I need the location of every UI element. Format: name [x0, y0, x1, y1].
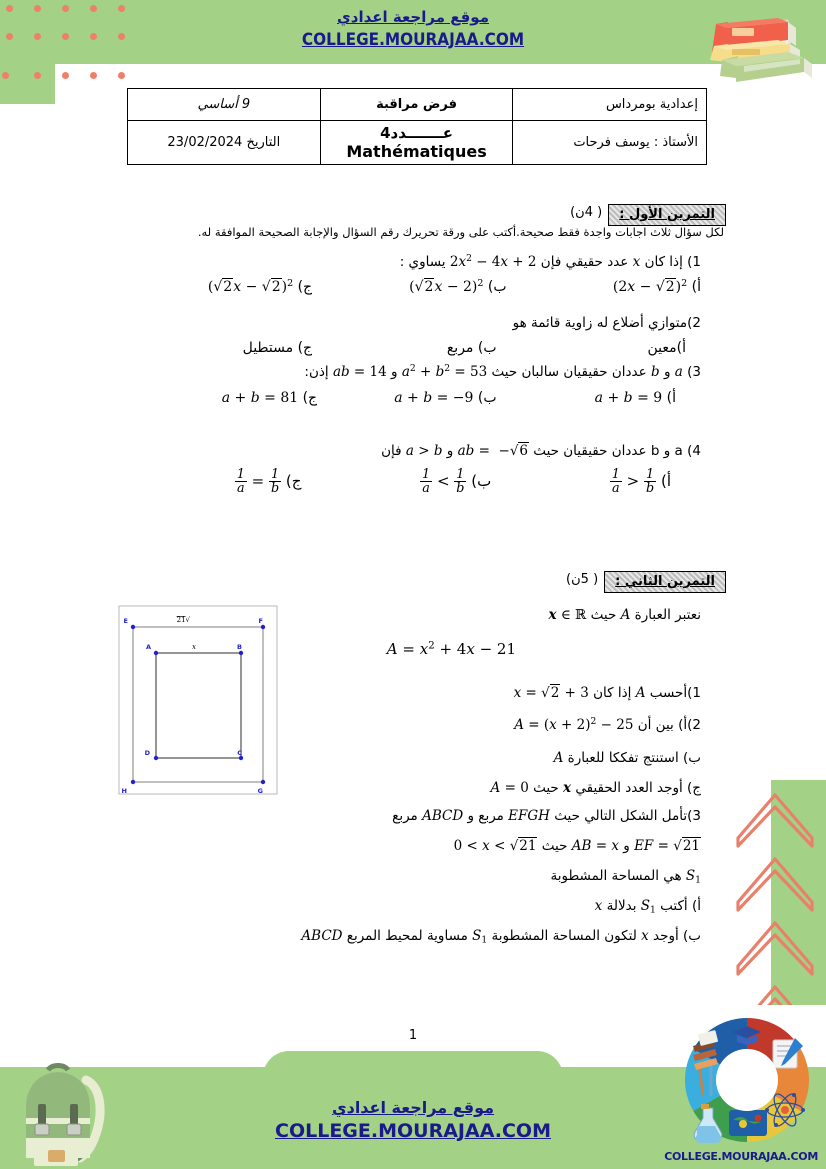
q3-option-c-label: ج): [302, 390, 318, 406]
exercise1-badge: التمرين الأول :: [608, 204, 726, 226]
q2-option-b-value: مربع: [446, 340, 474, 356]
q2-option-a: [501, 340, 686, 356]
q3-option-c-value: a + b = 81: [221, 390, 299, 406]
e2-q2-label: أ): [678, 717, 688, 734]
footer-logo-url: COLLEGE.MOURAJAA.COM: [664, 1150, 818, 1163]
exercise2-badge: التمرين الثاني :: [604, 571, 726, 593]
exercise2-item-2c: ج) أوجد العدد الحقيقي x حيث A = 0: [490, 780, 701, 796]
exercise2-item-3-cond: EF = √21 و AB = x حيث 0 < x < √21: [453, 838, 700, 854]
q4-option-a: [496, 468, 671, 496]
exercise1-question-1: [400, 253, 701, 270]
q3-option-c: [222, 390, 317, 406]
cell-school: إعدادية بومرداس: [513, 89, 707, 121]
e2-2c-label: ج): [687, 780, 701, 796]
figure-vertex-C: C: [237, 749, 242, 757]
q1-option-b-label: ب): [487, 279, 507, 296]
q2-number: 2): [687, 315, 701, 331]
q2-option-a-value: معين: [647, 340, 677, 356]
figure-vertex-G: G: [257, 787, 263, 795]
figure-vertex-H: H: [121, 787, 127, 795]
q4-number: 4): [687, 443, 701, 459]
q2-option-a-label: أ): [676, 340, 686, 356]
q2-option-c: [243, 340, 312, 356]
cell-exam-subject: [320, 121, 513, 165]
cell-teacher: الأستاذ : يوسف فرحات: [513, 121, 707, 165]
e2-q2-number: 2): [687, 717, 701, 734]
q2-text: متوازي أضلاع له زاوية قائمة هو: [512, 315, 688, 331]
q1-option-c-value: $(√2x - √2)^2$: [207, 278, 294, 296]
exercise2-item-3b: ب) أوجد x لتكون المساحة المشطوبة $S_1$ مساوية لمحيط المربع ABCD: [301, 928, 701, 946]
exercise2-item-3: 3)تأمل الشكل التالي حيث EFGH مربع و ABCD مربع: [392, 808, 701, 824]
cell-class-level: 9 أساسي: [128, 89, 321, 121]
q1-number: 1): [687, 254, 701, 271]
cell-date: التاريخ 23/02/2024: [128, 121, 321, 165]
e2-3b-label: ب): [683, 928, 701, 944]
figure-vertex-A: A: [145, 643, 151, 651]
q3-option-b-label: ب): [477, 390, 497, 406]
exercise1-instruction: لكل سؤال ثلاث اجابات واجدة فقط صحيحة.أكتب على ورقة تحريرك رقم السؤال والإجابة الصحيحة الموافقة له.: [197, 225, 724, 239]
table-row: [128, 89, 707, 121]
q1-option-b-value: $(√2x - 2)^2$: [409, 278, 484, 296]
q2-option-c-value: مستطيل: [242, 340, 294, 356]
footer-pill-shape: [263, 1051, 563, 1097]
exercise1-question-3: 3) a و b عددان حقيقيان سالبان حيث $a^2 + b^2 = 53$ و ab = 14 إذن:: [304, 363, 701, 381]
q3-number: 3): [687, 364, 701, 381]
q4-option-b-value: $\frac{1}{a}$ < $\frac{1}{b}$: [422, 467, 465, 497]
q1-option-a-label: أ): [691, 279, 701, 296]
e2-3a-label: أ): [691, 898, 701, 914]
exercise1-q4-options: [71, 468, 671, 496]
exam-header-table: [127, 88, 707, 165]
q4-option-c: [235, 468, 302, 496]
figure-inner-label: x: [192, 643, 196, 651]
exercise1-heading: [570, 203, 726, 226]
page-number: 1: [408, 1028, 418, 1043]
q1-var: x: [632, 254, 641, 271]
q4-option-c-label: ج): [285, 471, 302, 490]
exercise2-item-2a: 2)أ) بين أن $A = (x + 2)^2 - 25$: [514, 716, 701, 734]
chevron-icon-1: [738, 795, 812, 846]
exercise2-item-3a: أ) أكتب $S_1$ بدلالة x: [594, 898, 701, 916]
exercise1-q2-options: [86, 340, 686, 356]
table-row: [128, 121, 707, 165]
e2-2b-label: ب): [683, 750, 701, 766]
exercise1-points: ( 4ن): [570, 205, 603, 220]
q2-option-b-label: ب): [477, 340, 497, 356]
figure-vertex-F: F: [258, 617, 263, 625]
geometry-figure-nested-squares: [118, 605, 278, 795]
q2-option-c-label: ج): [297, 340, 313, 356]
q1-option-a: [511, 278, 701, 295]
exercise2-intro: نعتبر العبارة A حيث x ∈ ℝ: [548, 607, 701, 623]
q1-text-before: إذا كان: [644, 254, 683, 271]
e2-q1-number: 1): [687, 685, 701, 701]
figure-vertex-E: E: [123, 617, 128, 625]
exercise2-heading: [566, 570, 726, 593]
q1-option-c-label: ج): [297, 279, 313, 296]
q4-option-a-value: $\frac{1}{a}$ > $\frac{1}{b}$: [611, 467, 655, 497]
q1-option-c: [208, 278, 312, 295]
q3-option-b-value: a + b = −9: [394, 390, 474, 406]
chevron-decoration-group: [700, 780, 826, 1005]
q3-option-a-value: a + b = 9: [594, 390, 663, 406]
exercise2-item-2b: ب) استنتج تفككا للعبارة A: [553, 750, 701, 766]
q1-expression: $2x^2 - 4x + 2$: [449, 253, 537, 271]
exam-number: عـــــــدد4: [380, 124, 454, 142]
exercise1-question-4: 4) a و b عددان حقيقيان حيث ab = −√6 و a > b فإن: [381, 443, 701, 459]
q4-option-b: [306, 468, 491, 496]
exercise2-item-3-area: $S_1$ هي المساحة المشطوبة: [550, 868, 701, 886]
exercise2-expression: $A = x^2 + 4x - 21$: [386, 640, 516, 658]
q3-option-b: [322, 390, 497, 406]
exercise2-item-1: 1)أحسب A إذا كان x = √2 + 3: [513, 685, 701, 701]
figure-outer-label: √21: [176, 616, 190, 624]
q2-option-b: [317, 340, 497, 356]
footer-title-ar: موقع مراجعة اعدادي: [331, 1098, 495, 1117]
chevron-icon-3: [738, 923, 812, 974]
exercise2-points: ( 5ن): [566, 572, 599, 587]
education-wheel-logo: [672, 1005, 822, 1155]
q1-option-a-value: $(2x - √2)^2$: [612, 278, 688, 296]
exercise1-q3-options: [76, 390, 676, 406]
q4-option-b-label: ب): [471, 471, 492, 490]
exercise1-question-2: [513, 315, 701, 331]
q3-option-a-label: أ): [666, 390, 676, 406]
q1-text-mid: عدد حقيقي فإن: [540, 254, 629, 271]
figure-vertex-D: D: [144, 749, 150, 757]
header-left-tab: [0, 64, 55, 104]
q3-option-a: [501, 390, 676, 406]
site-url-top: COLLEGE.MOURAJAA.COM: [301, 30, 525, 50]
q1-text-after: يساوي :: [399, 254, 446, 271]
books-stack-icon: [692, 2, 812, 90]
footer-url: COLLEGE.MOURAJAA.COM: [275, 1120, 551, 1142]
backpack-icon: [8, 1062, 113, 1167]
q4-option-a-label: أ): [660, 471, 671, 490]
exam-subject: Mathématiques: [346, 142, 487, 161]
chevron-icon-4: [738, 987, 812, 1005]
e2-q3-number: 3): [687, 808, 701, 824]
chevron-icon-2: [738, 859, 812, 910]
q1-option-b: [317, 278, 507, 295]
globe-icon: [729, 1110, 767, 1136]
site-title-ar: موقع مراجعة اعدادي: [337, 8, 489, 26]
q4-option-c-value: $\frac{1}{a}$ = $\frac{1}{b}$: [236, 467, 280, 497]
figure-vertex-B: B: [237, 643, 242, 651]
exercise1-q1-options: [101, 278, 701, 295]
cell-exam-title: فرض مراقبة: [320, 89, 513, 121]
